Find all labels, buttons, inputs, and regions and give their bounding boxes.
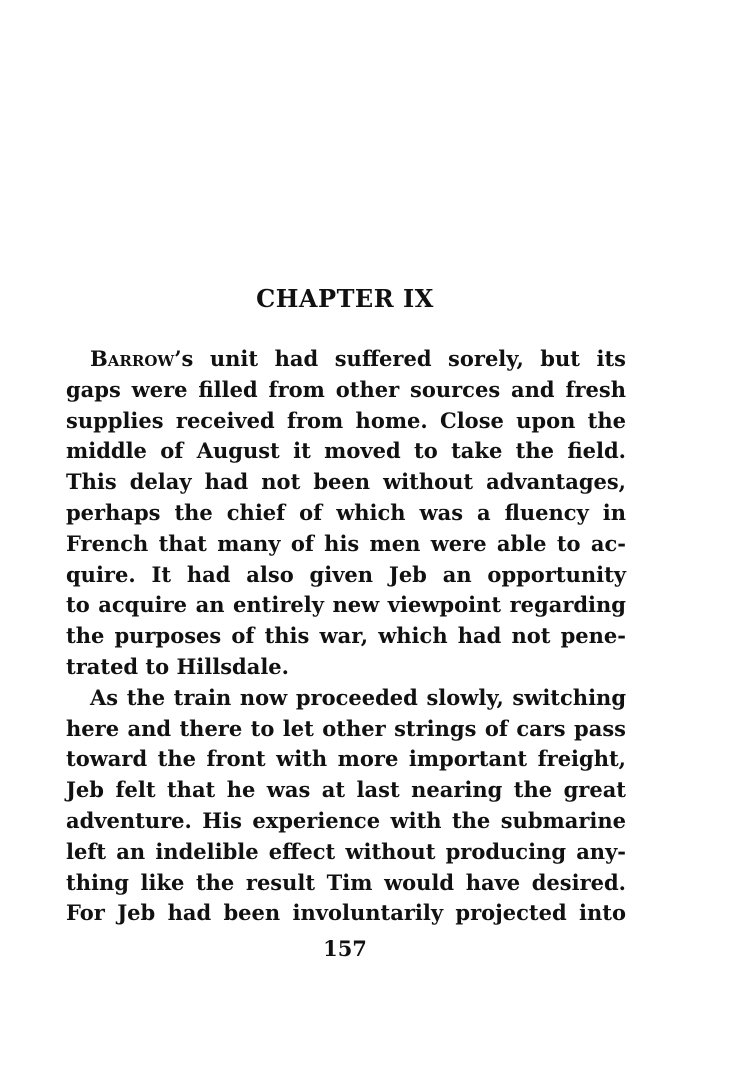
text-line <box>66 344 626 375</box>
body-text <box>66 344 626 929</box>
chapter-heading: CHAPTER IX <box>256 284 434 313</box>
text-line: thing like the result Tim would have desired. <box>66 869 626 895</box>
text-line: left an indelible effect without producing any- <box>66 838 626 864</box>
text-line: French that many of his men were able to ac- <box>66 530 626 556</box>
text-line: trated to Hillsdale. <box>66 653 289 679</box>
text-line-rest: ’s unit had suffered sorely, but its <box>174 346 626 371</box>
text-line: For Jeb had been involuntarily projected into <box>66 900 626 926</box>
text-line: supplies received from home. Close upon the <box>66 407 626 433</box>
text-line: here and there to let other strings of cars pass <box>66 715 626 741</box>
text-line: perhaps the chief of which was a fluency in <box>66 499 626 525</box>
text-line: gaps were filled from other sources and fresh <box>66 376 626 402</box>
page-number: 157 <box>323 936 367 961</box>
text-line: Jeb felt that he was at last nearing the great <box>66 777 626 803</box>
text-line: As the train now proceeded slowly, switching <box>90 684 626 710</box>
text-line: middle of August it moved to take the field. <box>66 438 626 464</box>
text-line: adventure. His experience with the submarine <box>66 807 626 833</box>
text-line: to acquire an entirely new viewpoint regarding <box>66 592 626 618</box>
paragraph-1 <box>66 344 626 683</box>
paragraph-2 <box>66 683 626 929</box>
text-line: toward the front with more important freight, <box>66 746 626 772</box>
text-line: the purposes of this war, which had not pene- <box>66 623 626 649</box>
text-line: quire. It had also given Jeb an opportunity <box>66 561 626 587</box>
lead-word: Barrow <box>90 346 175 371</box>
text-line: This delay had not been without advantages, <box>66 469 626 495</box>
